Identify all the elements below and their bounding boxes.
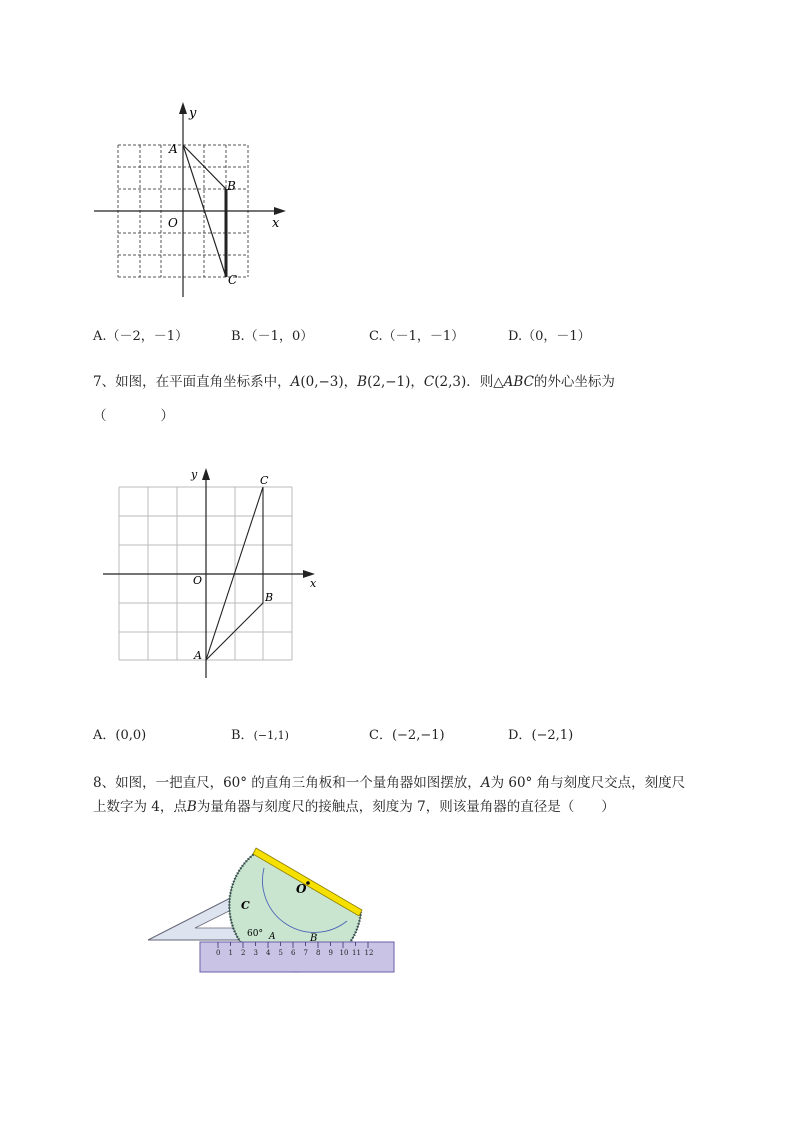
- q8-a-label: A: [480, 775, 491, 791]
- q6-option-d: D.（0，－1）: [508, 329, 591, 344]
- q7-option-d: D．(−2,1): [508, 728, 574, 743]
- q7-option-d-value: (−2,1): [531, 728, 574, 743]
- q8-ruler-number: 6: [291, 949, 296, 957]
- q6-y-arrow-icon: [179, 102, 187, 114]
- q8-ruler-number: 4: [266, 949, 271, 957]
- q7-y-arrow-icon: [202, 468, 210, 480]
- q8-label-o: O: [296, 882, 307, 896]
- figure-q7-coordinate-grid: [98, 462, 328, 684]
- q7-option-a-value: (0,0): [115, 728, 147, 743]
- q7-b-coord: (2,−1): [367, 374, 411, 390]
- q8-ruler-number: 0: [216, 949, 221, 957]
- q7-option-c: C．(−2,−1): [369, 728, 445, 743]
- q7-prefix: 7、如图，在平面直角坐标系中，: [93, 374, 291, 390]
- q7-label-origin: O: [193, 574, 203, 587]
- q7-label-y: y: [191, 468, 198, 481]
- q7-c-coord: (2,3): [434, 374, 467, 390]
- q8-line-2: 上数字为 4，点B为量角器与刻度尺的接触点，刻度为 7，则该量角器的直径是（ ）: [93, 799, 615, 815]
- q8-ruler-number: 1: [228, 949, 233, 957]
- q7-stem: 7、如图，在平面直角坐标系中，A(0,−3)，B(2,−1)，C(2,3)．则△ABC的外心坐标为: [93, 374, 615, 390]
- q8-ruler-number: 12: [364, 949, 374, 957]
- q8-label-a: A: [269, 932, 276, 942]
- q8-label-c: C: [241, 899, 250, 912]
- q6-option-c: C.（－1，－1）: [369, 329, 465, 344]
- q8-ruler: [200, 942, 394, 972]
- q7-b-label: B: [357, 374, 368, 390]
- q7-label-c: C: [260, 474, 269, 487]
- q6-label-x: x: [272, 216, 280, 231]
- q8-stem: [93, 771, 753, 819]
- q6-label-origin: O: [168, 216, 178, 230]
- q7-label-a: A: [194, 649, 202, 662]
- q7-option-b: B．(−1,1): [231, 728, 289, 743]
- q8-ruler-number: 2: [241, 949, 246, 957]
- q7-option-b-value: (−1,1): [253, 729, 289, 742]
- q6-label-b: B: [227, 179, 236, 193]
- q8-line-1: 8、如图，一把直尺，60° 的直角三角板和一个量角器如图摆放，A为 60° 角与刻度尺交点，刻度尺: [93, 775, 686, 791]
- q6-x-arrow-icon: [274, 207, 286, 215]
- q7-suffix-post: 的外心坐标为: [533, 374, 615, 390]
- q7-label-x: x: [310, 577, 317, 590]
- q8-ruler-number: 7: [303, 949, 308, 957]
- q8-ruler-number: 10: [339, 949, 349, 957]
- q8-ruler-number: 5: [278, 949, 283, 957]
- q7-answer-paren: （ ）: [93, 408, 174, 424]
- q7-a-coord: (0,−3): [300, 374, 344, 390]
- q7-c-label: C: [423, 374, 435, 390]
- q6-option-a: A.（－2，－1）: [93, 329, 189, 344]
- q7-a-label: A: [290, 374, 301, 390]
- q8-ruler-number: 9: [328, 949, 333, 957]
- q8-label-angle: 60°: [247, 929, 263, 939]
- q8-ruler-number: 11: [352, 949, 361, 957]
- q6-label-c: C: [228, 273, 238, 287]
- q7-label-b: B: [265, 591, 274, 604]
- figure-q8-ruler-triangle-protractor: [140, 838, 410, 978]
- q8-label-b: B: [310, 933, 318, 944]
- q6-label-y: y: [189, 106, 197, 121]
- q8-ruler-number: 3: [253, 949, 258, 957]
- figure-q6-coordinate-grid: [86, 95, 296, 305]
- q7-suffix-pre: ．则△: [466, 374, 504, 390]
- q7-option-a: A．(0,0): [93, 728, 147, 743]
- q7-triangle-name: ABC: [503, 374, 534, 390]
- q7-option-c-value: (−2,−1): [391, 728, 445, 743]
- q6-label-a: A: [169, 142, 178, 156]
- q8-ruler-number: 8: [316, 949, 321, 957]
- q6-option-b: B.（－1，0）: [231, 329, 314, 344]
- q8-b-label: B: [186, 799, 197, 815]
